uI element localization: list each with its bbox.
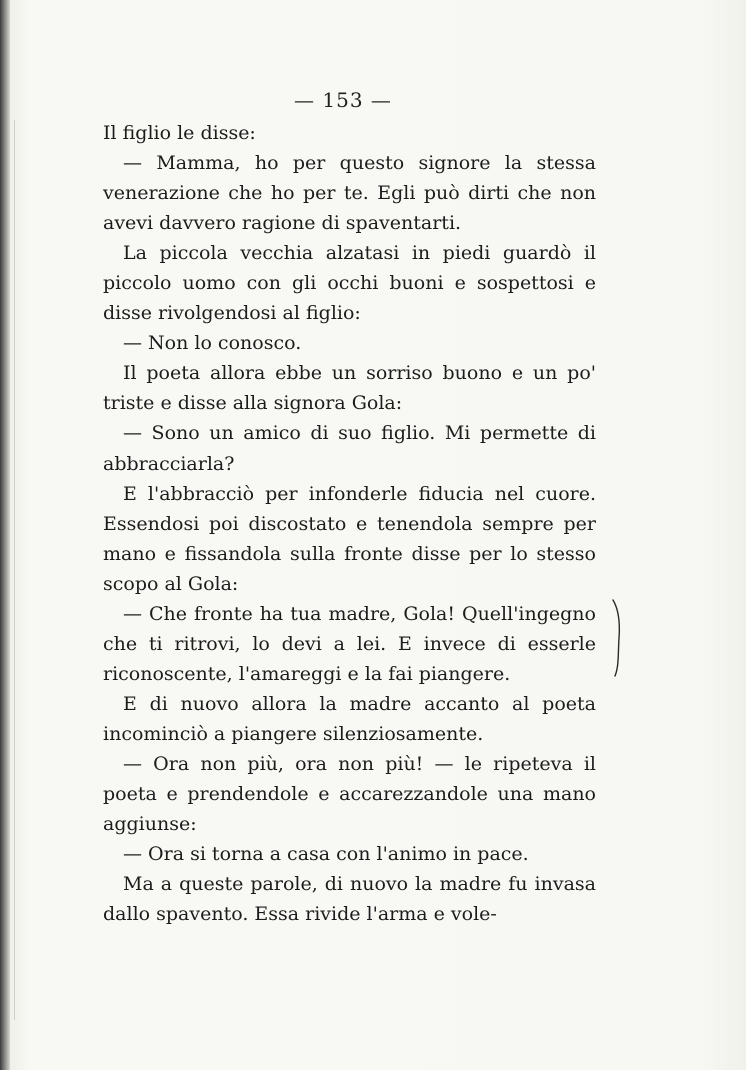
page-gutter-shadow (14, 120, 15, 1020)
paragraph-2: — Mamma, ho per questo signore la stessa venerazione che ho per te. Egli può dirti che non avevi davvero ragione di spaventarti. (103, 152, 596, 235)
paragraph-1: Il figlio le disse: (103, 122, 256, 144)
paragraph-3: La piccola vecchia alzatasi in piedi guardò il piccolo uomo con gli occhi buoni e sospettosi e disse rivolgendosi al figlio: (103, 242, 596, 325)
body-text (103, 118, 596, 929)
page-number: — 153 — (294, 88, 392, 112)
paragraph-10: — Ora non più, ora non più! — le ripeteva il poeta e prendendole e accarezzandole una mano aggiunse: (103, 752, 596, 836)
paragraph-12: Ma a queste parole, di nuovo la madre fu invasa dallo spavento. Essa rivide l'arma e vole- (103, 873, 596, 926)
page-binding-edge (0, 0, 10, 1070)
paragraph-7: E l'abbracciò per infonderle fiducia nel cuore. Essendosi poi discostato e tenendola sempre per mano e fissandola sulla fronte disse per lo stesso scopo al Gola: (103, 482, 596, 595)
margin-bracket-mark (607, 598, 625, 678)
paragraph-5: Il poeta allora ebbe un sorriso buono e un po' triste e disse alla signora Gola: (103, 362, 596, 415)
paragraph-11: — Ora si torna a casa con l'animo in pace. (123, 843, 529, 866)
paragraph-6: — Sono un amico di suo figlio. Mi permette di abbracciarla? (103, 422, 596, 475)
paragraph-9: E di nuovo allora la madre accanto al poeta incominciò a piangere silenziosamente. (103, 692, 596, 745)
paragraph-8: — Che fronte ha tua madre, Gola! Quell'ingegno che ti ritrovi, lo devi a lei. E invece di esserle riconoscente, l'amareggi e la fai piangere. (103, 602, 596, 685)
paragraph-4: — Non lo conosco. (123, 332, 302, 355)
